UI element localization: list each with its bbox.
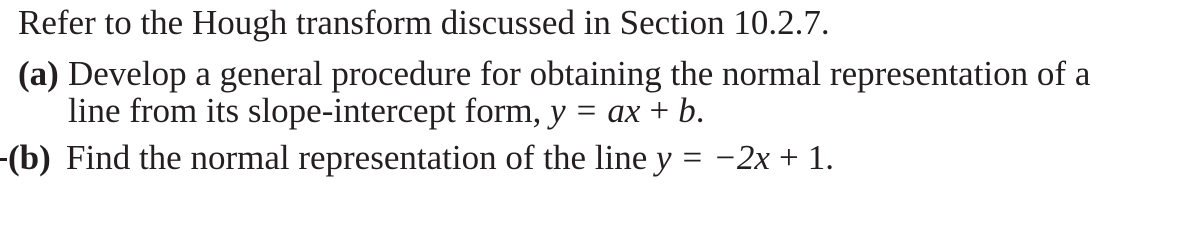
- part-a-text-2: line from its slope-intercept form,: [68, 91, 551, 130]
- part-b-line: [8, 136, 834, 180]
- part-b-eq-term1: −2x: [713, 138, 770, 177]
- part-b-eq-lhs: y: [655, 138, 672, 177]
- part-a-eq-lhs: y: [550, 91, 566, 130]
- part-b-eq-end: .: [825, 138, 834, 177]
- part-a-text-1: Develop a general procedure for obtaining the normal representation of a: [68, 54, 1091, 93]
- part-b-eq-plus: +: [778, 138, 799, 177]
- problem-intro: Refer to the Hough transform discussed in Section 10.2.7.: [18, 3, 830, 42]
- part-b-eq-equals: =: [682, 138, 703, 177]
- part-b-eq-term2: 1: [807, 138, 826, 177]
- part-a-eq-plus: +: [649, 91, 670, 130]
- margin-tick-mark: [0, 158, 7, 161]
- part-b-text: Find the normal representation of the line: [66, 138, 656, 177]
- part-a-label: (a): [18, 54, 59, 93]
- part-a-line-2: [68, 89, 704, 133]
- part-b-label: (b): [8, 138, 51, 177]
- part-a-eq-equals: =: [576, 91, 597, 130]
- part-a-eq-term1: ax: [607, 91, 641, 130]
- part-a-eq-end: .: [695, 91, 705, 130]
- part-a-eq-term2: b: [678, 91, 696, 130]
